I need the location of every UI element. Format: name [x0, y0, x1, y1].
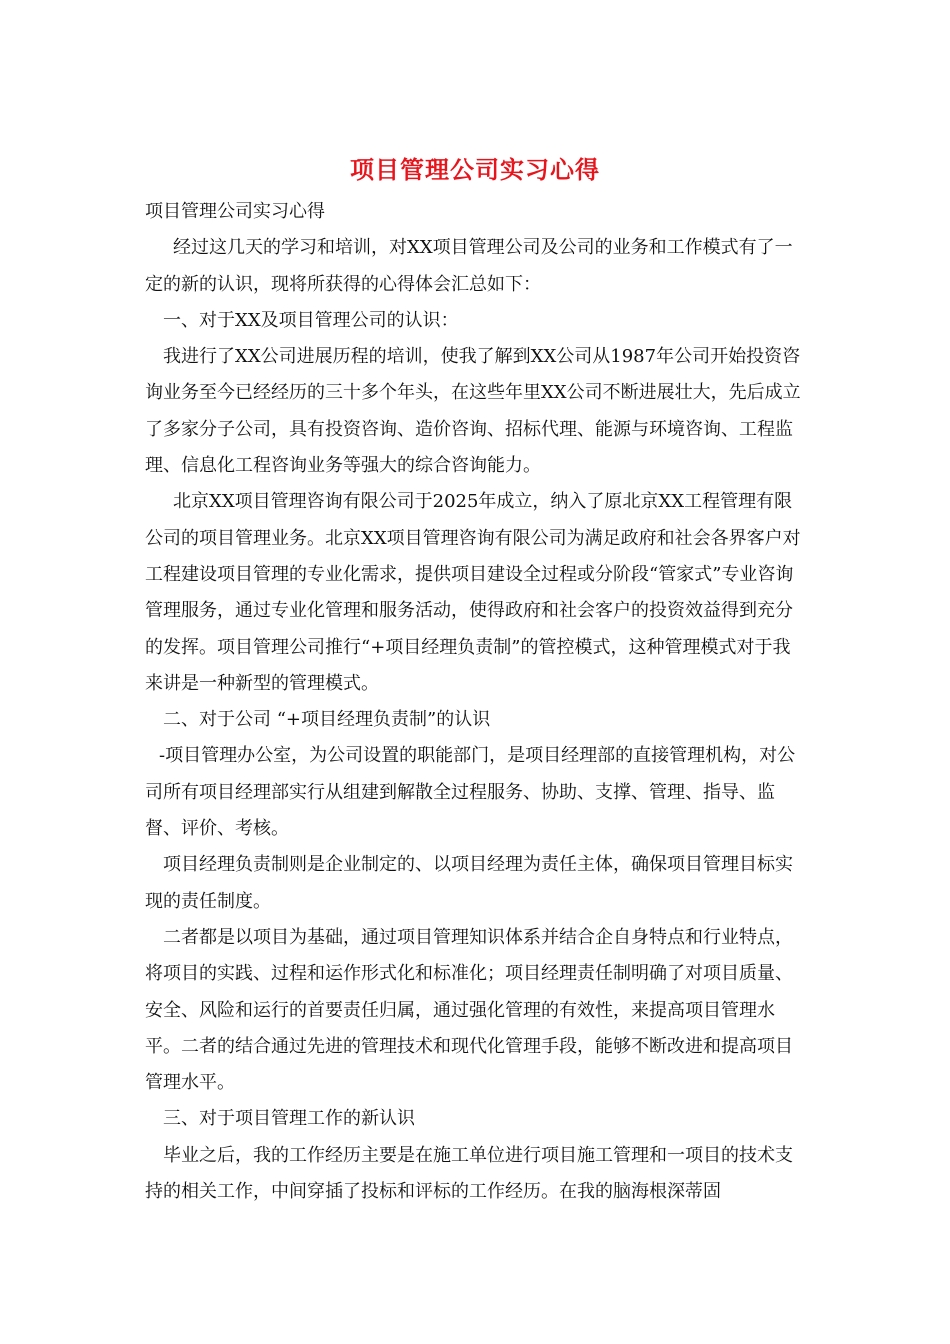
paragraph-intro: 经过这几天的学习和培训，对XX项目管理公司及公司的业务和工作模式有了一定的新的认识，现将所获得的心得体会汇总如下：: [145, 237, 793, 295]
section-heading-3: 三、对于项目管理工作的新认识: [163, 1108, 415, 1130]
body-subtitle: 项目管理公司实习心得: [145, 201, 325, 222]
paragraph-pm-responsibility: 项目经理负责制则是企业制定的、以项目经理为责任主体，确保项目管理目标实现的责任制度。: [145, 854, 793, 912]
section-heading-1: 一、对于XX及项目管理公司的认识：: [163, 309, 459, 331]
paragraph-both-based: 二者都是以项目为基础，通过项目管理知识体系并结合企自身特点和行业特点，将项目的实践、过程和运作形式化和标准化；项目经理责任制明确了对项目质量、安全、风险和运行的首要责任归属，通过强化管理的有效性，来提高项目管理水平。二者的结合通过先进的管理技术和现代化管理手段，能够不断改进和提高项目管理水平。: [145, 926, 793, 1094]
document-title: 项目管理公司实习心得: [350, 155, 600, 184]
paragraph-beijing-company: 北京XX项目管理咨询有限公司于2025年成立，纳入了原北京XX工程管理有限公司的项目管理业务。北京XX项目管理咨询有限公司为满足政府和社会各界客户对工程建设项目管理的专业化需求，提供项目建设全过程或分阶段“管家式”专业咨询管理服务，通过专业化管理和服务活动，使得政府和社会客户的投资效益得到充分的发挥。项目管理公司推行“+项目经理负责制”的管控模式，这种管理模式对于我来讲是一种新型的管理模式。: [145, 491, 801, 694]
section-heading-2: 二、对于公司 “+项目经理负责制”的认识: [163, 709, 491, 731]
paragraph-pmo: -项目管理办公室，为公司设置的职能部门，是项目经理部的直接管理机构，对公司所有项目经理部实行从组建到解散全过程服务、协助、支撑、管理、指导、监督、评价、考核。: [145, 745, 796, 840]
paragraph-company-history: 我进行了XX公司进展历程的培训，使我了解到XX公司从1987年公司开始投资咨询业务至今已经经历的三十多个年头，在这些年里XX公司不断进展壮大，先后成立了多家分子公司，具有投资咨询、造价咨询、招标代理、能源与环境咨询、工程监理、信息化工程咨询业务等强大的综合咨询能力。: [145, 346, 801, 477]
document-body: [145, 194, 807, 1210]
paragraph-work-experience: 毕业之后，我的工作经历主要是在施工单位进行项目施工管理和一项目的技术支持的相关工作，中间穿插了投标和评标的工作经历。在我的脑海根深蒂固: [145, 1144, 793, 1203]
